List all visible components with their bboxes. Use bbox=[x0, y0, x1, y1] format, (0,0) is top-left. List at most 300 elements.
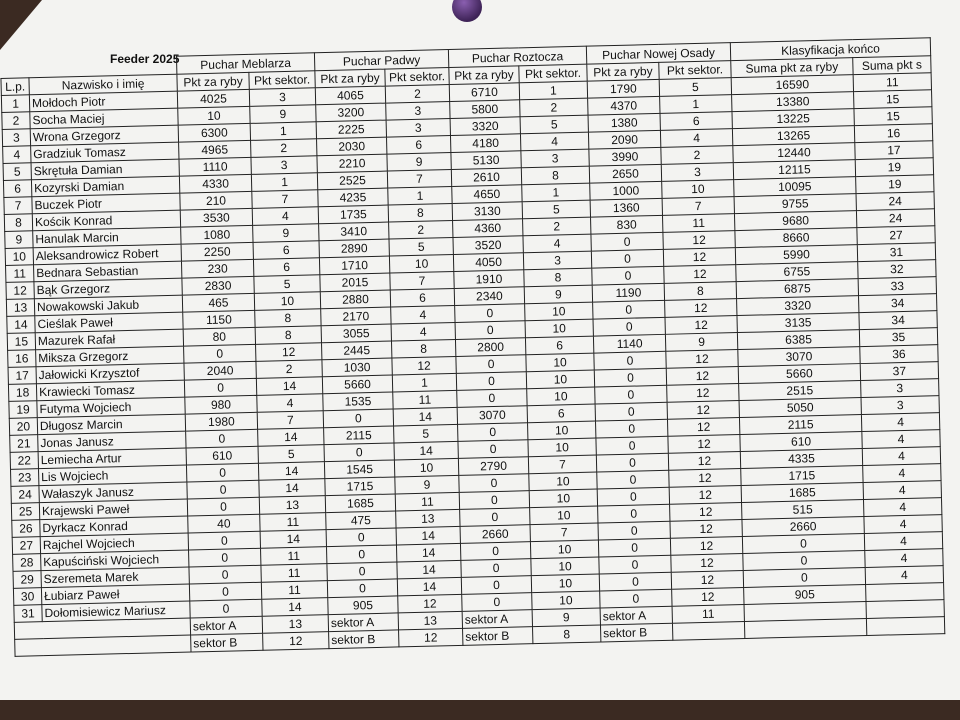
cell-osady-sektor: 12 bbox=[669, 469, 741, 488]
cell-meblarza-sektor: 8 bbox=[255, 309, 321, 328]
cell-lp: 21 bbox=[10, 435, 38, 453]
cell-meblarza-sektor: 1 bbox=[251, 173, 317, 192]
cell-meblarza-sektor: 11 bbox=[261, 581, 327, 600]
cell-meblarza-sektor: 4 bbox=[252, 207, 318, 226]
cell-suma-ryby: 6385 bbox=[737, 330, 859, 350]
cell-suma-ryby: 8660 bbox=[735, 228, 857, 248]
cell-meblarza-ryby: 1110 bbox=[179, 157, 251, 176]
cell-padwy-ryby: 2525 bbox=[317, 171, 387, 190]
cell-osady-ryby: 0 bbox=[598, 504, 670, 523]
cell-roztocza-ryby: 2340 bbox=[454, 287, 524, 306]
cell-meblarza-ryby: 0 bbox=[189, 582, 261, 601]
cell-padwy-sektor: 7 bbox=[390, 271, 454, 290]
sector-value: 12 bbox=[399, 628, 463, 647]
cell-osady-ryby: 0 bbox=[595, 385, 667, 404]
cell-osady-ryby: 1380 bbox=[588, 113, 660, 132]
cell-lp: 25 bbox=[11, 503, 39, 521]
cell-padwy-ryby: 905 bbox=[328, 596, 398, 615]
results-table bbox=[0, 37, 945, 657]
cell-suma-sektor: 4 bbox=[862, 447, 940, 466]
cell-meblarza-ryby: 6300 bbox=[178, 123, 250, 142]
cell-roztocza-ryby: 2790 bbox=[458, 457, 528, 476]
cell-suma-sektor: 3 bbox=[861, 379, 939, 398]
cell-osady-sektor: 12 bbox=[668, 452, 740, 471]
cell-meblarza-ryby: 0 bbox=[190, 599, 262, 618]
cell-name: Buczek Piotr bbox=[32, 193, 180, 214]
cell-lp: 11 bbox=[6, 265, 34, 283]
cell-suma-sektor: 37 bbox=[860, 362, 938, 381]
cell-osady-ryby: 0 bbox=[595, 402, 667, 421]
sector-value: 11 bbox=[672, 604, 744, 623]
cell-osady-sektor: 12 bbox=[666, 350, 738, 369]
cell-osady-ryby: 0 bbox=[594, 351, 666, 370]
cell-suma-sektor: 24 bbox=[856, 192, 934, 211]
cell-padwy-sektor: 2 bbox=[389, 220, 453, 239]
cell-lp: 3 bbox=[2, 129, 30, 147]
results-sheet bbox=[0, 37, 945, 657]
cell-osady-sektor: 12 bbox=[670, 520, 742, 539]
cell-osady-ryby: 0 bbox=[600, 589, 672, 608]
cell-padwy-ryby: 1535 bbox=[323, 392, 393, 411]
cell-roztocza-ryby: 2610 bbox=[451, 168, 521, 187]
sector-label: sektor A bbox=[462, 610, 532, 629]
cell-roztocza-sektor: 9 bbox=[524, 285, 592, 304]
cell-lp: 24 bbox=[11, 486, 39, 504]
cell-meblarza-ryby: 0 bbox=[184, 378, 256, 397]
cell-suma-sektor: 4 bbox=[865, 566, 943, 585]
cell-osady-ryby: 4370 bbox=[588, 96, 660, 115]
cell-padwy-sektor: 14 bbox=[396, 526, 460, 545]
cell-meblarza-sektor: 9 bbox=[250, 105, 316, 124]
cell-osady-sektor: 10 bbox=[662, 180, 734, 199]
cell-roztocza-ryby: 3070 bbox=[457, 406, 527, 425]
cell-roztocza-sektor: 10 bbox=[529, 472, 597, 491]
sector-label: sektor A bbox=[328, 613, 398, 632]
cell-suma-ryby: 2115 bbox=[739, 415, 861, 435]
cell-padwy-sektor: 14 bbox=[397, 560, 461, 579]
cell-roztocza-sektor: 10 bbox=[525, 319, 593, 338]
cell-meblarza-ryby: 4330 bbox=[179, 174, 251, 193]
cell-padwy-ryby: 1685 bbox=[325, 494, 395, 513]
header-pkt-sektor: Pkt sektor. bbox=[249, 71, 315, 90]
cell-osady-sektor: 12 bbox=[667, 384, 739, 403]
cell-meblarza-ryby: 4965 bbox=[179, 140, 251, 159]
cell-name: Dyrkacz Konrad bbox=[40, 516, 188, 537]
cell-osady-ryby: 2650 bbox=[589, 164, 661, 183]
cell-name: Lemiecha Artur bbox=[38, 448, 186, 469]
cell-osady-sektor: 12 bbox=[663, 231, 735, 250]
cell-osady-sektor: 12 bbox=[671, 553, 743, 572]
cell-osady-sektor: 2 bbox=[661, 146, 733, 165]
cell-padwy-sektor: 14 bbox=[393, 407, 457, 426]
cell-meblarza-sektor: 14 bbox=[259, 479, 325, 498]
cell-name: Kościk Konrad bbox=[32, 210, 180, 231]
cell-name: Krawiecki Tomasz bbox=[36, 380, 184, 401]
cell-meblarza-sektor: 2 bbox=[256, 360, 322, 379]
cell-roztocza-ryby: 0 bbox=[459, 474, 529, 493]
cell-suma-ryby: 3135 bbox=[737, 313, 859, 333]
cell-osady-sektor: 12 bbox=[665, 299, 737, 318]
cell-meblarza-ryby: 2250 bbox=[181, 242, 253, 261]
cell-osady-ryby: 1360 bbox=[590, 198, 662, 217]
cell-padwy-ryby: 1735 bbox=[318, 205, 388, 224]
cell-osady-ryby: 0 bbox=[599, 572, 671, 591]
cell-roztocza-sektor: 10 bbox=[526, 353, 594, 372]
group-puchar-roztocza: Puchar Roztocza bbox=[448, 46, 586, 67]
cell-padwy-ryby: 1545 bbox=[324, 460, 394, 479]
document-title: Feeder 2025 bbox=[110, 52, 180, 66]
cell-padwy-sektor: 9 bbox=[395, 475, 459, 494]
cell-suma-sektor: 4 bbox=[863, 481, 941, 500]
cell-suma-sektor: 4 bbox=[862, 430, 940, 449]
cell-osady-sektor: 1 bbox=[660, 95, 732, 114]
cell-name: Mazurek Rafał bbox=[35, 329, 183, 350]
cell-padwy-sektor: 9 bbox=[387, 153, 451, 172]
cell-suma-ryby: 5660 bbox=[738, 364, 860, 384]
cell-padwy-sektor: 14 bbox=[394, 441, 458, 460]
cell-padwy-sektor: 14 bbox=[397, 577, 461, 596]
cell-meblarza-ryby: 0 bbox=[187, 497, 259, 516]
blank-cell bbox=[15, 635, 191, 656]
cell-meblarza-sektor: 1 bbox=[250, 122, 316, 141]
cell-meblarza-sektor: 11 bbox=[260, 513, 326, 532]
cell-lp: 29 bbox=[13, 571, 41, 589]
cell-roztocza-sektor: 6 bbox=[527, 404, 595, 423]
cell-name: Hanulak Marcin bbox=[33, 227, 181, 248]
cell-meblarza-ryby: 80 bbox=[183, 327, 255, 346]
cell-name: Szeremeta Marek bbox=[41, 567, 189, 588]
cell-roztocza-ryby: 4050 bbox=[453, 253, 523, 272]
cell-padwy-ryby: 0 bbox=[324, 443, 394, 462]
cell-padwy-sektor: 5 bbox=[389, 237, 453, 256]
cell-suma-sektor: 35 bbox=[859, 328, 937, 347]
cell-roztocza-ryby: 5800 bbox=[450, 100, 520, 119]
cell-roztocza-ryby: 0 bbox=[462, 593, 532, 612]
cell-meblarza-ryby: 4025 bbox=[177, 89, 249, 108]
cell-osady-sektor: 12 bbox=[670, 503, 742, 522]
cell-osady-sektor: 5 bbox=[659, 78, 731, 97]
cell-padwy-ryby: 3200 bbox=[316, 103, 386, 122]
cell-padwy-sektor: 5 bbox=[394, 424, 458, 443]
cell-name: Bąk Grzegorz bbox=[34, 278, 182, 299]
cell-name: Długosz Marcin bbox=[37, 414, 185, 435]
cell-osady-ryby: 0 bbox=[596, 436, 668, 455]
cell-suma-ryby: 13380 bbox=[732, 92, 854, 112]
cell-suma-ryby: 6755 bbox=[736, 262, 858, 282]
cell-padwy-ryby: 2880 bbox=[320, 290, 390, 309]
cell-meblarza-ryby: 0 bbox=[186, 463, 258, 482]
cell-padwy-ryby: 2030 bbox=[317, 137, 387, 156]
cell-meblarza-sektor: 14 bbox=[262, 598, 328, 617]
cell-osady-sektor: 12 bbox=[666, 367, 738, 386]
cell-padwy-sektor: 12 bbox=[398, 594, 462, 613]
cell-roztocza-ryby: 0 bbox=[460, 508, 530, 527]
cell-roztocza-sektor: 8 bbox=[521, 166, 589, 185]
cell-lp: 15 bbox=[7, 333, 35, 351]
cell-suma-sektor: 11 bbox=[853, 73, 931, 92]
cell-suma-sektor: 27 bbox=[857, 226, 935, 245]
cell-osady-sektor: 12 bbox=[668, 435, 740, 454]
cell-suma-ryby: 9680 bbox=[734, 211, 856, 231]
sector-label: sektor B bbox=[600, 623, 672, 642]
cell-osady-sektor: 9 bbox=[665, 333, 737, 352]
cell-name: Kapuściński Wojciech bbox=[41, 550, 189, 571]
cell-suma-ryby: 0 bbox=[743, 568, 865, 588]
cell-padwy-sektor: 10 bbox=[394, 458, 458, 477]
cell-lp: 6 bbox=[3, 180, 31, 198]
cell-name: Bednara Sebastian bbox=[34, 261, 182, 282]
blank-cell bbox=[744, 618, 866, 638]
cell-meblarza-sektor: 13 bbox=[259, 496, 325, 515]
cell-padwy-ryby: 2210 bbox=[317, 154, 387, 173]
cell-padwy-ryby: 2115 bbox=[324, 426, 394, 445]
cell-padwy-sektor: 7 bbox=[387, 170, 451, 189]
sector-value bbox=[672, 621, 744, 640]
cell-osady-ryby: 0 bbox=[599, 555, 671, 574]
cell-padwy-sektor: 4 bbox=[391, 305, 455, 324]
cell-meblarza-sektor: 14 bbox=[258, 428, 324, 447]
cell-roztocza-ryby: 2800 bbox=[455, 338, 525, 357]
cell-osady-ryby: 0 bbox=[597, 487, 669, 506]
header-pkt-ryby: Pkt za ryby bbox=[449, 66, 519, 85]
cell-roztocza-sektor: 10 bbox=[531, 574, 599, 593]
cell-lp: 7 bbox=[4, 197, 32, 215]
cell-name: Dołomisiewicz Mariusz bbox=[42, 601, 190, 622]
sector-value: 13 bbox=[262, 615, 328, 634]
cell-roztocza-sektor: 10 bbox=[528, 421, 596, 440]
cell-roztocza-sektor: 10 bbox=[531, 557, 599, 576]
cell-name: Socha Maciej bbox=[30, 108, 178, 129]
cell-meblarza-sektor: 14 bbox=[256, 377, 322, 396]
cell-padwy-sektor: 11 bbox=[395, 492, 459, 511]
cell-padwy-ryby: 1715 bbox=[325, 477, 395, 496]
cell-suma-sektor: 15 bbox=[854, 90, 932, 109]
cell-name: Gradziuk Tomasz bbox=[31, 142, 179, 163]
cell-meblarza-sektor: 7 bbox=[257, 411, 323, 430]
cell-roztocza-sektor: 7 bbox=[530, 523, 598, 542]
cell-meblarza-ryby: 1150 bbox=[183, 310, 255, 329]
cell-suma-sektor: 36 bbox=[860, 345, 938, 364]
cell-osady-sektor: 12 bbox=[664, 265, 736, 284]
cell-osady-ryby: 1190 bbox=[592, 283, 664, 302]
cell-roztocza-sektor: 3 bbox=[523, 251, 591, 270]
cell-roztocza-ryby: 0 bbox=[456, 355, 526, 374]
cell-meblarza-sektor: 8 bbox=[255, 326, 321, 345]
cell-meblarza-sektor: 12 bbox=[256, 343, 322, 362]
sector-label: sektor B bbox=[191, 633, 263, 652]
cell-meblarza-ryby: 610 bbox=[186, 446, 258, 465]
cell-meblarza-ryby: 210 bbox=[180, 191, 252, 210]
cell-padwy-ryby: 4235 bbox=[318, 188, 388, 207]
cell-lp: 22 bbox=[10, 452, 38, 470]
cell-meblarza-ryby: 1080 bbox=[181, 225, 253, 244]
cell-roztocza-sektor: 4 bbox=[523, 234, 591, 253]
cell-suma-sektor bbox=[866, 583, 944, 602]
cell-name: Jałowicki Krzysztof bbox=[36, 363, 184, 384]
cell-suma-ryby: 9755 bbox=[734, 194, 856, 214]
cell-suma-ryby: 2515 bbox=[739, 381, 861, 401]
cell-lp: 23 bbox=[11, 469, 39, 487]
sector-label: sektor A bbox=[190, 616, 262, 635]
header-pkt-sektor: Pkt sektor. bbox=[659, 61, 731, 80]
cell-padwy-sektor: 8 bbox=[391, 339, 455, 358]
cell-suma-sektor: 4 bbox=[864, 532, 942, 551]
cell-padwy-ryby: 2225 bbox=[316, 120, 386, 139]
sector-value: 12 bbox=[263, 632, 329, 651]
cell-meblarza-ryby: 0 bbox=[189, 565, 261, 584]
cell-meblarza-ryby: 40 bbox=[188, 514, 260, 533]
cell-name: Futyma Wojciech bbox=[37, 397, 185, 418]
cell-osady-sektor: 3 bbox=[661, 163, 733, 182]
cell-osady-sektor: 11 bbox=[662, 214, 734, 233]
cell-osady-ryby: 0 bbox=[596, 453, 668, 472]
cell-lp: 28 bbox=[13, 554, 41, 572]
cell-roztocza-ryby: 3130 bbox=[452, 202, 522, 221]
cell-meblarza-ryby: 465 bbox=[182, 293, 254, 312]
cell-padwy-sektor: 14 bbox=[396, 543, 460, 562]
cell-osady-sektor: 8 bbox=[664, 282, 736, 301]
header-suma-ryby: Suma pkt za ryby bbox=[731, 58, 853, 78]
cell-padwy-ryby: 0 bbox=[327, 579, 397, 598]
cell-roztocza-ryby: 0 bbox=[458, 440, 528, 459]
cell-roztocza-ryby: 0 bbox=[461, 559, 531, 578]
blank-cell bbox=[866, 617, 944, 636]
cell-lp: 8 bbox=[4, 214, 32, 232]
cell-osady-sektor: 12 bbox=[672, 587, 744, 606]
cell-roztocza-ryby: 4180 bbox=[450, 134, 520, 153]
cell-suma-sektor: 4 bbox=[864, 515, 942, 534]
cell-osady-ryby: 0 bbox=[598, 521, 670, 540]
cell-meblarza-ryby: 10 bbox=[178, 106, 250, 125]
cell-lp: 13 bbox=[6, 299, 34, 317]
cell-name: Kozyrski Damian bbox=[31, 176, 179, 197]
cell-padwy-ryby: 2170 bbox=[321, 307, 391, 326]
cell-osady-ryby: 830 bbox=[591, 215, 663, 234]
cell-suma-ryby: 13265 bbox=[732, 126, 854, 146]
cell-suma-ryby: 12440 bbox=[733, 143, 855, 163]
cell-roztocza-sektor: 10 bbox=[530, 506, 598, 525]
cell-lp: 18 bbox=[8, 384, 36, 402]
cell-suma-sektor: 31 bbox=[857, 243, 935, 262]
cell-name: Mołdoch Piotr bbox=[29, 91, 177, 112]
cell-osady-sektor: 4 bbox=[660, 129, 732, 148]
cell-roztocza-ryby: 4360 bbox=[453, 219, 523, 238]
cell-lp: 10 bbox=[5, 248, 33, 266]
cell-lp: 2 bbox=[2, 112, 30, 130]
cell-suma-sektor: 34 bbox=[859, 311, 937, 330]
cell-name: Aleksandrowicz Robert bbox=[33, 244, 181, 265]
cell-osady-ryby: 0 bbox=[591, 232, 663, 251]
cell-meblarza-sektor: 3 bbox=[249, 88, 315, 107]
cell-roztocza-sektor: 10 bbox=[526, 370, 594, 389]
cell-osady-ryby: 0 bbox=[595, 419, 667, 438]
cell-name: Wrona Grzegorz bbox=[30, 125, 178, 146]
cell-roztocza-sektor: 3 bbox=[521, 149, 589, 168]
cell-meblarza-ryby: 980 bbox=[185, 395, 257, 414]
cell-meblarza-ryby: 3530 bbox=[180, 208, 252, 227]
cell-osady-ryby: 0 bbox=[597, 470, 669, 489]
cell-osady-sektor: 12 bbox=[667, 418, 739, 437]
cell-roztocza-ryby: 0 bbox=[456, 372, 526, 391]
cell-name: Skrętuła Damian bbox=[31, 159, 179, 180]
cell-osady-ryby: 0 bbox=[593, 317, 665, 336]
cell-suma-sektor: 4 bbox=[863, 464, 941, 483]
cell-suma-sektor: 4 bbox=[861, 413, 939, 432]
cell-name: Nowakowski Jakub bbox=[34, 295, 182, 316]
header-pkt-sektor: Pkt sektor. bbox=[519, 64, 587, 83]
cell-suma-ryby: 0 bbox=[742, 534, 864, 554]
cell-roztocza-ryby: 6710 bbox=[449, 83, 519, 102]
cell-suma-sektor: 4 bbox=[865, 549, 943, 568]
group-puchar-nowej-osady: Puchar Nowej Osady bbox=[586, 43, 730, 65]
cell-roztocza-ryby: 3320 bbox=[450, 117, 520, 136]
cell-meblarza-sektor: 6 bbox=[253, 258, 319, 277]
cell-roztocza-ryby: 2660 bbox=[460, 525, 530, 544]
cell-meblarza-ryby: 2040 bbox=[184, 361, 256, 380]
cell-padwy-sektor: 4 bbox=[391, 322, 455, 341]
cell-suma-ryby: 4335 bbox=[740, 449, 862, 469]
cell-osady-sektor: 6 bbox=[660, 112, 732, 131]
cell-roztocza-sektor: 10 bbox=[530, 540, 598, 559]
cell-osady-ryby: 2090 bbox=[588, 130, 660, 149]
cell-suma-ryby: 13225 bbox=[732, 109, 854, 129]
cell-padwy-sektor: 13 bbox=[396, 509, 460, 528]
sector-label: sektor A bbox=[600, 606, 672, 625]
cell-lp: 1 bbox=[1, 95, 29, 113]
cell-padwy-ryby: 2890 bbox=[319, 239, 389, 258]
blank-cell bbox=[866, 600, 944, 619]
cell-roztocza-sektor: 4 bbox=[520, 132, 588, 151]
cell-roztocza-sektor: 10 bbox=[525, 302, 593, 321]
group-klasyfikacja: Klasyfikacja końco bbox=[730, 38, 930, 61]
cell-osady-ryby: 0 bbox=[598, 538, 670, 557]
cell-suma-sektor: 16 bbox=[854, 124, 932, 143]
cell-osady-ryby: 1790 bbox=[587, 79, 659, 98]
cell-suma-sektor: 34 bbox=[859, 294, 937, 313]
cell-meblarza-sektor: 4 bbox=[257, 394, 323, 413]
header-pkt-ryby: Pkt za ryby bbox=[587, 62, 659, 81]
cell-roztocza-sektor: 7 bbox=[528, 455, 596, 474]
cell-meblarza-ryby: 0 bbox=[187, 480, 259, 499]
cell-meblarza-ryby: 0 bbox=[186, 429, 258, 448]
cell-suma-ryby: 610 bbox=[740, 432, 862, 452]
header-pkt-ryby: Pkt za ryby bbox=[315, 69, 385, 88]
cell-suma-ryby: 12115 bbox=[733, 160, 855, 180]
cell-suma-ryby: 16590 bbox=[731, 75, 853, 95]
cell-roztocza-sektor: 10 bbox=[528, 438, 596, 457]
cell-roztocza-sektor: 5 bbox=[520, 115, 588, 134]
cell-suma-ryby: 0 bbox=[743, 551, 865, 571]
cell-meblarza-ryby: 2830 bbox=[182, 276, 254, 295]
cell-padwy-ryby: 1030 bbox=[322, 358, 392, 377]
cell-suma-sektor: 33 bbox=[858, 277, 936, 296]
cell-osady-sektor: 7 bbox=[662, 197, 734, 216]
cell-name: Krajewski Paweł bbox=[39, 499, 187, 520]
cell-name: Jonas Janusz bbox=[38, 431, 186, 452]
cell-roztocza-ryby: 0 bbox=[455, 321, 525, 340]
cell-padwy-sektor: 8 bbox=[388, 203, 452, 222]
header-pkt-sektor: Pkt sektor. bbox=[385, 68, 449, 87]
cell-roztocza-ryby: 4650 bbox=[452, 185, 522, 204]
cell-roztocza-sektor: 6 bbox=[525, 336, 593, 355]
cell-padwy-sektor: 10 bbox=[389, 254, 453, 273]
cell-padwy-ryby: 0 bbox=[327, 562, 397, 581]
cell-suma-sektor: 17 bbox=[855, 141, 933, 160]
cell-name: Cieślak Paweł bbox=[35, 312, 183, 333]
cell-padwy-sektor: 6 bbox=[386, 136, 450, 155]
header-lp: L.p. bbox=[1, 78, 29, 96]
cell-padwy-sektor: 1 bbox=[388, 187, 452, 206]
